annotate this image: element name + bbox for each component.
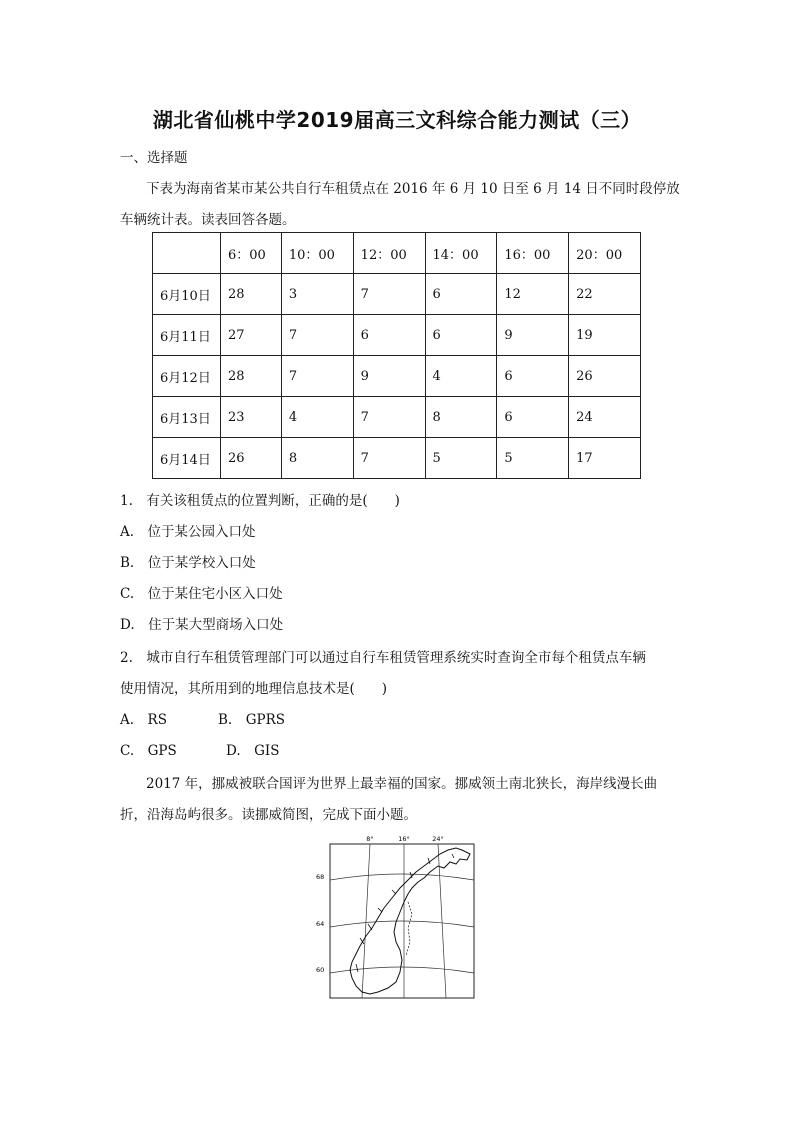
q2-option-a: A. RS — [120, 712, 167, 728]
table-cell: 7 — [353, 397, 425, 438]
table-cell: 17 — [569, 438, 641, 479]
table-row — [153, 397, 641, 438]
q1-option-a: A. 位于某公园入口处 — [120, 524, 256, 540]
table-cell: 6 — [425, 274, 497, 315]
table-cell: 22 — [569, 274, 641, 315]
bike-count-table — [152, 232, 641, 479]
table-header-cell: 14：00 — [425, 233, 497, 274]
q2-option-c: C. GPS — [120, 743, 177, 759]
table-header-cell: 20：00 — [569, 233, 641, 274]
parallel-68 — [330, 874, 474, 880]
parallel-60 — [330, 967, 474, 973]
table-cell: 4 — [281, 397, 353, 438]
lon-label-8: 8° — [366, 835, 374, 843]
table-cell: 7 — [353, 438, 425, 479]
table-cell: 6 — [497, 356, 569, 397]
table-cell: 24 — [569, 397, 641, 438]
table-row — [153, 438, 641, 479]
table-cell: 3 — [281, 274, 353, 315]
intro2-line2: 折，沿海岛屿很多。读挪威简图，完成下面小题。 — [120, 807, 417, 823]
table-cell: 6 — [497, 397, 569, 438]
table-cell: 8 — [281, 438, 353, 479]
lat-label-68: 68 — [316, 873, 325, 881]
intro1-line2: 车辆统计表。读表回答各题。 — [120, 212, 296, 228]
table-header-cell: 10：00 — [281, 233, 353, 274]
table-cell: 4 — [425, 356, 497, 397]
table-row-date: 6月11日 — [153, 315, 221, 356]
table-cell: 9 — [353, 356, 425, 397]
table-cell: 26 — [221, 438, 282, 479]
table-cell: 26 — [569, 356, 641, 397]
table-header-cell: 6：00 — [221, 233, 282, 274]
table-row-date: 6月10日 — [153, 274, 221, 315]
table-row — [153, 356, 641, 397]
section-heading: 一、选择题 — [120, 150, 188, 166]
q2-stem-line1: 2. 城市自行车租赁管理部门可以通过自行车租赁管理系统实时查询全市每个租赁点车辆 — [120, 650, 646, 666]
q2-option-d: D. GIS — [226, 743, 280, 759]
q2-option-b: B. GPRS — [218, 712, 285, 728]
q1-option-c: C. 位于某住宅小区入口处 — [120, 586, 283, 602]
lat-label-64: 64 — [316, 920, 325, 928]
intro2-line1: 2017 年，挪威被联合国评为世界上最幸福的国家。挪威领土南北狭长，海岸线漫长曲 — [146, 776, 658, 792]
table-cell: 7 — [281, 356, 353, 397]
norway-map — [312, 832, 477, 1004]
q2-stem-line2: 使用情况，其所用到的地理信息技术是( ) — [120, 681, 388, 697]
table-row — [153, 274, 641, 315]
table-cell: 28 — [221, 356, 282, 397]
table-cell: 6 — [425, 315, 497, 356]
table-cell: 9 — [497, 315, 569, 356]
lat-label-60: 60 — [316, 966, 325, 974]
table-row-date: 6月13日 — [153, 397, 221, 438]
q1-option-d: D. 住于某大型商场入口处 — [120, 617, 284, 633]
table-cell: 27 — [221, 315, 282, 356]
table-cell: 5 — [425, 438, 497, 479]
table-header-cell — [153, 233, 221, 274]
lon-label-16: 16° — [398, 835, 410, 843]
table-row-date: 6月14日 — [153, 438, 221, 479]
page-title: 湖北省仙桃中学2019届高三文科综合能力测试（三） — [152, 108, 642, 132]
lon-label-24: 24° — [432, 835, 444, 843]
table-header-cell: 16：00 — [497, 233, 569, 274]
table-cell: 28 — [221, 274, 282, 315]
table-cell: 12 — [497, 274, 569, 315]
q1-option-b: B. 位于某学校入口处 — [120, 555, 256, 571]
table-cell: 7 — [281, 315, 353, 356]
intro1-line1: 下表为海南省某市某公共自行车租赁点在 2016 年 6 月 10 日至 6 月 14 日不同时段停放 — [146, 181, 680, 197]
table-row — [153, 315, 641, 356]
table-cell: 5 — [497, 438, 569, 479]
table-cell: 23 — [221, 397, 282, 438]
parallel-64 — [330, 921, 474, 927]
meridian-8 — [362, 844, 370, 998]
table-cell: 8 — [425, 397, 497, 438]
table-cell: 7 — [353, 274, 425, 315]
border-line — [406, 902, 412, 956]
table-row-date: 6月12日 — [153, 356, 221, 397]
table-cell: 19 — [569, 315, 641, 356]
q1-stem: 1. 有关该租赁点的位置判断，正确的是( ) — [120, 493, 400, 509]
table-cell: 6 — [353, 315, 425, 356]
table-header-row — [153, 233, 641, 274]
table-header-cell: 12：00 — [353, 233, 425, 274]
